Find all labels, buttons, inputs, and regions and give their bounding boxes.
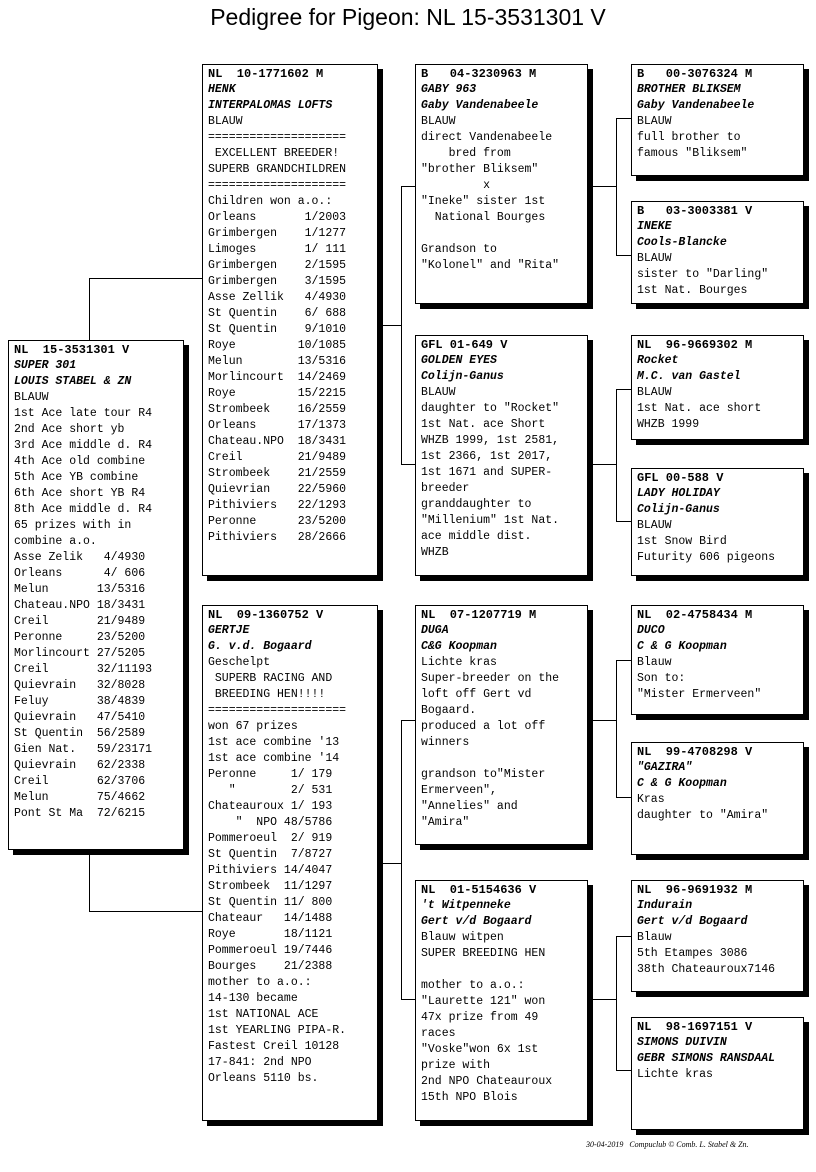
- pedigree-line: Grimbergen 3/1595: [208, 275, 347, 288]
- connector-line: [380, 325, 402, 326]
- pedigree-line: Quievrain 47/5410: [14, 711, 146, 724]
- pedigree-line: 1st ace combine '14: [208, 752, 340, 765]
- pedigree-line: 14-130 became: [208, 992, 298, 1005]
- pedigree-line: Grimbergen 2/1595: [208, 259, 347, 272]
- pigeon-card-dam-dam: [415, 880, 588, 1121]
- pedigree-line: Geschelpt: [208, 656, 271, 669]
- pigeon-name: 't Witpenneke: [421, 899, 511, 912]
- ring-number: GFL 00-588 V: [637, 471, 724, 485]
- pedigree-line: famous "Bliksem": [637, 147, 748, 160]
- pigeon-name: GABY 963: [421, 83, 477, 96]
- pedigree-line: "Ineke" sister 1st: [421, 195, 546, 208]
- pigeon-card-dam-sire: [415, 605, 588, 845]
- pedigree-line: 65 prizes with in: [14, 519, 132, 532]
- pedigree-line: Creil 21/9489: [208, 451, 347, 464]
- pedigree-line: 1st ace combine '13: [208, 736, 340, 749]
- pedigree-line: races: [421, 1027, 456, 1040]
- pedigree-line: Chateau.NPO 18/3431: [208, 435, 347, 448]
- pedigree-line: Lichte kras: [637, 1068, 713, 1081]
- breeder-name: M.C. van Gastel: [637, 370, 741, 383]
- pigeon-name: "GAZIRA": [637, 761, 693, 774]
- connector-line: [592, 720, 617, 721]
- pedigree-line: 2nd NPO Chateauroux: [421, 1075, 553, 1088]
- ring-number: NL 02-4758434 M: [637, 608, 753, 622]
- pedigree-line: Strombeek 11/1297: [208, 880, 333, 893]
- connector-line: [616, 936, 617, 1071]
- pedigree-line: 1st Nat. ace Short: [421, 418, 546, 431]
- connector-line: [89, 278, 204, 279]
- pedigree-line: loft off Gert vd: [421, 688, 532, 701]
- pedigree-line: 1st Ace late tour R4: [14, 407, 153, 420]
- pigeon-name: SUPER 301: [14, 359, 77, 372]
- ring-number: NL 96-9669302 M: [637, 338, 753, 352]
- pedigree-line: St Quentin 56/2589: [14, 727, 146, 740]
- pigeon-card-sire-sire-sire: [631, 64, 804, 176]
- pigeon-card-dam-sire-dam: [631, 742, 804, 855]
- pigeon-name: BROTHER BLIKSEM: [637, 83, 741, 96]
- pigeon-name: LADY HOLIDAY: [637, 487, 720, 500]
- pedigree-line: Melun 13/5316: [14, 583, 146, 596]
- pedigree-line: BLAUW: [637, 115, 672, 128]
- breeder-name: Cools-Blancke: [637, 236, 727, 249]
- pedigree-line: Creil 32/11193: [14, 663, 153, 676]
- ring-number: NL 96-9691932 M: [637, 883, 753, 897]
- pigeon-name: INEKE: [637, 220, 672, 233]
- ring-number: NL 10-1771602 M: [208, 67, 324, 81]
- pigeon-name: GERTJE: [208, 624, 250, 637]
- ring-number: NL 99-4708298 V: [637, 745, 753, 759]
- pedigree-line: Pithiviers 14/4047: [208, 864, 333, 877]
- pigeon-name: Rocket: [637, 354, 679, 367]
- pedigree-line: Grimbergen 1/1277: [208, 227, 347, 240]
- pedigree-line: [421, 226, 582, 242]
- pedigree-line: Asse Zellik 4/4930: [208, 291, 347, 304]
- ring-number: NL 01-5154636 V: [421, 883, 537, 897]
- connector-line: [592, 186, 617, 187]
- pedigree-line: Gien Nat. 59/23171: [14, 743, 153, 756]
- pedigree-line: Melun 13/5316: [208, 355, 347, 368]
- pedigree-line: x: [421, 179, 491, 192]
- pedigree-line: Chateaur 14/1488: [208, 912, 333, 925]
- pedigree-line: "brother Bliksem": [421, 163, 539, 176]
- connector-line: [89, 852, 90, 912]
- connector-line: [401, 720, 402, 1000]
- pedigree-line: Blauw witpen: [421, 931, 504, 944]
- pedigree-line: Quievrian 22/5960: [208, 483, 347, 496]
- pedigree-line: Bourges 21/2388: [208, 960, 333, 973]
- pedigree-line: SUPERB GRANDCHILDREN: [208, 163, 347, 176]
- pigeon-name: DUGA: [421, 624, 449, 637]
- pedigree-line: Orleans 17/1373: [208, 419, 347, 432]
- pedigree-line: 8th Ace middle d. R4: [14, 503, 153, 516]
- pedigree-line: BLAUW: [637, 252, 672, 265]
- pedigree-line: bred from: [421, 147, 511, 160]
- pedigree-line: 38th Chateauroux7146: [637, 963, 776, 976]
- pedigree-line: 6th Ace short YB R4: [14, 487, 146, 500]
- pedigree-line: BLAUW: [637, 519, 672, 532]
- breeder-name: INTERPALOMAS LOFTS: [208, 99, 333, 112]
- pedigree-line: ace middle dist.: [421, 530, 532, 543]
- pedigree-line: 1st NATIONAL ACE: [208, 1008, 319, 1021]
- pedigree-line: granddaughter to: [421, 498, 532, 511]
- pedigree-line: St Quentin 9/1010: [208, 323, 347, 336]
- pedigree-line: SUPER BREEDING HEN: [421, 947, 546, 960]
- pedigree-line: Roye 18/1121: [208, 928, 333, 941]
- pedigree-line: Strombeek 16/2559: [208, 403, 347, 416]
- pedigree-line: BLAUW: [637, 386, 672, 399]
- ring-number: B 04-3230963 M: [421, 67, 537, 81]
- pedigree-line: Futurity 606 pigeons: [637, 551, 776, 564]
- pedigree-line: BLAUW: [14, 391, 49, 404]
- pedigree-line: WHZB 1999, 1st 2581,: [421, 434, 560, 447]
- breeder-name: C&G Koopman: [421, 640, 497, 653]
- pedigree-line: grandson to"Mister: [421, 768, 546, 781]
- pedigree-line: Limoges 1/ 111: [208, 243, 347, 256]
- pedigree-line: Blauw: [637, 656, 672, 669]
- pedigree-line: 1st 2366, 1st 2017,: [421, 450, 553, 463]
- pedigree-line: prize with: [421, 1059, 491, 1072]
- connector-line: [616, 660, 617, 798]
- pedigree-line: produced a lot off: [421, 720, 546, 733]
- connector-line: [616, 389, 617, 522]
- pedigree-line: 5th Etampes 3086: [637, 947, 748, 960]
- pigeon-card-sire-sire-dam: [631, 201, 804, 304]
- pedigree-line: Peronne 1/ 179: [208, 768, 333, 781]
- pigeon-card-sire: [202, 64, 378, 576]
- pedigree-line: Bogaard.: [421, 704, 477, 717]
- pedigree-line: Pommeroeul 2/ 919: [208, 832, 333, 845]
- pedigree-line: direct Vandenabeele: [421, 131, 553, 144]
- ring-number: NL 15-3531301 V: [14, 343, 130, 357]
- pigeon-card-sire-dam: [415, 335, 588, 576]
- pedigree-line: 47x prize from 49: [421, 1011, 539, 1024]
- connector-line: [89, 278, 90, 341]
- pedigree-line: BLAUW: [208, 115, 243, 128]
- breeder-name: Gert v/d Bogaard: [637, 915, 748, 928]
- pigeon-name: DUCO: [637, 624, 665, 637]
- pedigree-line: "Millenium" 1st Nat.: [421, 514, 560, 527]
- connector-line: [380, 863, 402, 864]
- pedigree-line: Melun 75/4662: [14, 791, 146, 804]
- pigeon-card-subject: [8, 340, 184, 850]
- pigeon-card-sire-dam-sire: [631, 335, 804, 440]
- pedigree-line: Orleans 1/2003: [208, 211, 347, 224]
- connector-line: [592, 999, 617, 1000]
- ring-number: B 03-3003381 V: [637, 204, 753, 218]
- pedigree-line: Peronne 23/5200: [14, 631, 146, 644]
- connector-line: [616, 118, 617, 256]
- pedigree-line: 15th NPO Blois: [421, 1091, 518, 1104]
- pedigree-line: 4th Ace old combine: [14, 455, 146, 468]
- breeder-name: LOUIS STABEL & ZN: [14, 375, 132, 388]
- pedigree-line: mother to a.o.:: [208, 976, 312, 989]
- pedigree-line: WHZB: [421, 546, 449, 559]
- pedigree-line: Pithiviers 22/1293: [208, 499, 347, 512]
- pedigree-line: Children won a.o.:: [208, 195, 333, 208]
- pigeon-name: SIMONS DUIVIN: [637, 1036, 727, 1049]
- pedigree-line: Ermerveen",: [421, 784, 497, 797]
- page-title: Pedigree for Pigeon: NL 15-3531301 V: [210, 4, 606, 30]
- pedigree-line: 1st 1671 and SUPER-: [421, 466, 553, 479]
- pedigree-line: 3rd Ace middle d. R4: [14, 439, 153, 452]
- ring-number: GFL 01-649 V: [421, 338, 508, 352]
- pedigree-line: breeder: [421, 482, 470, 495]
- pigeon-card-dam-dam-sire: [631, 880, 804, 992]
- pedigree-line: Roye 15/2215: [208, 387, 347, 400]
- pedigree-line: BLAUW: [421, 115, 456, 128]
- breeder-name: C & G Koopman: [637, 777, 727, 790]
- pedigree-line: 1st YEARLING PIPA-R.: [208, 1024, 347, 1037]
- pedigree-line: full brother to: [637, 131, 741, 144]
- pedigree-line: daughter to "Rocket": [421, 402, 560, 415]
- pedigree-line: Feluy 38/4839: [14, 695, 146, 708]
- ring-number: NL 07-1207719 M: [421, 608, 537, 622]
- pedigree-line: Son to:: [637, 672, 686, 685]
- footer: [586, 1140, 749, 1149]
- pedigree-line: Lichte kras: [421, 656, 497, 669]
- ring-number: NL 09-1360752 V: [208, 608, 324, 622]
- pedigree-line: 1st Snow Bird: [637, 535, 727, 548]
- connector-line: [401, 186, 402, 465]
- pedigree-line: ====================: [208, 131, 347, 144]
- pigeon-name: GOLDEN EYES: [421, 354, 497, 367]
- pedigree-line: St Quentin 7/8727: [208, 848, 333, 861]
- pedigree-line: 1st Nat. ace short: [637, 402, 762, 415]
- pedigree-line: Creil 21/9489: [14, 615, 146, 628]
- pigeon-card-sire-sire: [415, 64, 588, 304]
- pedigree-line: Creil 62/3706: [14, 775, 146, 788]
- ring-number: NL 98-1697151 V: [637, 1020, 753, 1034]
- pedigree-line: Pithiviers 28/2666: [208, 531, 347, 544]
- pedigree-line: "Annelies" and: [421, 800, 518, 813]
- pedigree-line: Roye 10/1085: [208, 339, 347, 352]
- pedigree-line: combine a.o.: [14, 535, 97, 548]
- pedigree-line: won 67 prizes: [208, 720, 298, 733]
- pedigree-line: Fastest Creil 10128: [208, 1040, 340, 1053]
- pedigree-line: St Quentin 11/ 800: [208, 896, 333, 909]
- pedigree-line: Super-breeder on the: [421, 672, 560, 685]
- footer-date: 30-04-2019: [586, 1140, 624, 1149]
- pedigree-line: mother to a.o.:: [421, 979, 525, 992]
- pedigree-line: 17-841: 2nd NPO: [208, 1056, 312, 1069]
- pedigree-line: Quievrain 32/8028: [14, 679, 146, 692]
- pedigree-line: 1st Nat. Bourges: [637, 284, 748, 297]
- pedigree-line: Blauw: [637, 931, 672, 944]
- pedigree-line: " NPO 48/5786: [208, 816, 333, 829]
- pedigree-line: National Bourges: [421, 211, 546, 224]
- pedigree-line: [421, 962, 582, 978]
- breeder-name: G. v.d. Bogaard: [208, 640, 312, 653]
- pedigree-line: Pommeroeul 19/7446: [208, 944, 333, 957]
- pedigree-line: BLAUW: [421, 386, 456, 399]
- pedigree-line: Orleans 5110 bs.: [208, 1072, 319, 1085]
- pedigree-line: "Mister Ermerveen": [637, 688, 762, 701]
- breeder-name: GEBR SIMONS RANSDAAL: [637, 1052, 776, 1065]
- footer-credit: Compuclub © Comb. L. Stabel & Zn.: [629, 1140, 749, 1149]
- ring-number: B 00-3076324 M: [637, 67, 753, 81]
- pedigree-line: Orleans 4/ 606: [14, 567, 146, 580]
- pedigree-line: 5th Ace YB combine: [14, 471, 139, 484]
- breeder-name: Gaby Vandenabeele: [637, 99, 755, 112]
- breeder-name: Colijn-Ganus: [637, 503, 720, 516]
- pedigree-line: [421, 751, 582, 767]
- pedigree-line: sister to "Darling": [637, 268, 769, 281]
- pedigree-line: Quievrain 62/2338: [14, 759, 146, 772]
- pedigree-line: Morlincourt 14/2469: [208, 371, 347, 384]
- pedigree-line: "Voske"won 6x 1st: [421, 1043, 539, 1056]
- breeder-name: Colijn-Ganus: [421, 370, 504, 383]
- pedigree-line: Pont St Ma 72/6215: [14, 807, 146, 820]
- pedigree-line: Asse Zelik 4/4930: [14, 551, 146, 564]
- breeder-name: C & G Koopman: [637, 640, 727, 653]
- pigeon-card-sire-dam-dam: [631, 468, 804, 576]
- pedigree-line: EXCELLENT BREEDER!: [208, 147, 340, 160]
- pedigree-line: ====================: [208, 704, 347, 717]
- breeder-name: Gert v/d Bogaard: [421, 915, 532, 928]
- breeder-name: Gaby Vandenabeele: [421, 99, 539, 112]
- pedigree-line: "Laurette 121" won: [421, 995, 546, 1008]
- pedigree-line: BREEDING HEN!!!!: [208, 688, 326, 701]
- pigeon-card-dam-sire-sire: [631, 605, 804, 715]
- pedigree-line: Strombeek 21/2559: [208, 467, 347, 480]
- pedigree-line: Grandson to: [421, 243, 497, 256]
- connector-line: [592, 464, 617, 465]
- pedigree-line: Morlincourt 27/5205: [14, 647, 146, 660]
- pedigree-line: WHZB 1999: [637, 418, 700, 431]
- pedigree-line: daughter to "Amira": [637, 809, 769, 822]
- connector-line: [89, 911, 204, 912]
- pedigree-line: St Quentin 6/ 688: [208, 307, 347, 320]
- pedigree-line: "Kolonel" and "Rita": [421, 259, 560, 272]
- pigeon-name: HENK: [208, 83, 236, 96]
- pedigree-line: ====================: [208, 179, 347, 192]
- pigeon-name: Indurain: [637, 899, 693, 912]
- pedigree-line: Chateau.NPO 18/3431: [14, 599, 146, 612]
- pigeon-card-dam-dam-dam: [631, 1017, 804, 1130]
- pedigree-line: 2nd Ace short yb: [14, 423, 125, 436]
- pedigree-line: winners: [421, 736, 470, 749]
- pigeon-card-dam: [202, 605, 378, 1121]
- pedigree-line: " 2/ 531: [208, 784, 333, 797]
- pedigree-line: Peronne 23/5200: [208, 515, 347, 528]
- pedigree-line: "Amira": [421, 816, 470, 829]
- pedigree-line: Kras: [637, 793, 665, 806]
- pedigree-line: Chateauroux 1/ 193: [208, 800, 333, 813]
- pedigree-line: SUPERB RACING AND: [208, 672, 333, 685]
